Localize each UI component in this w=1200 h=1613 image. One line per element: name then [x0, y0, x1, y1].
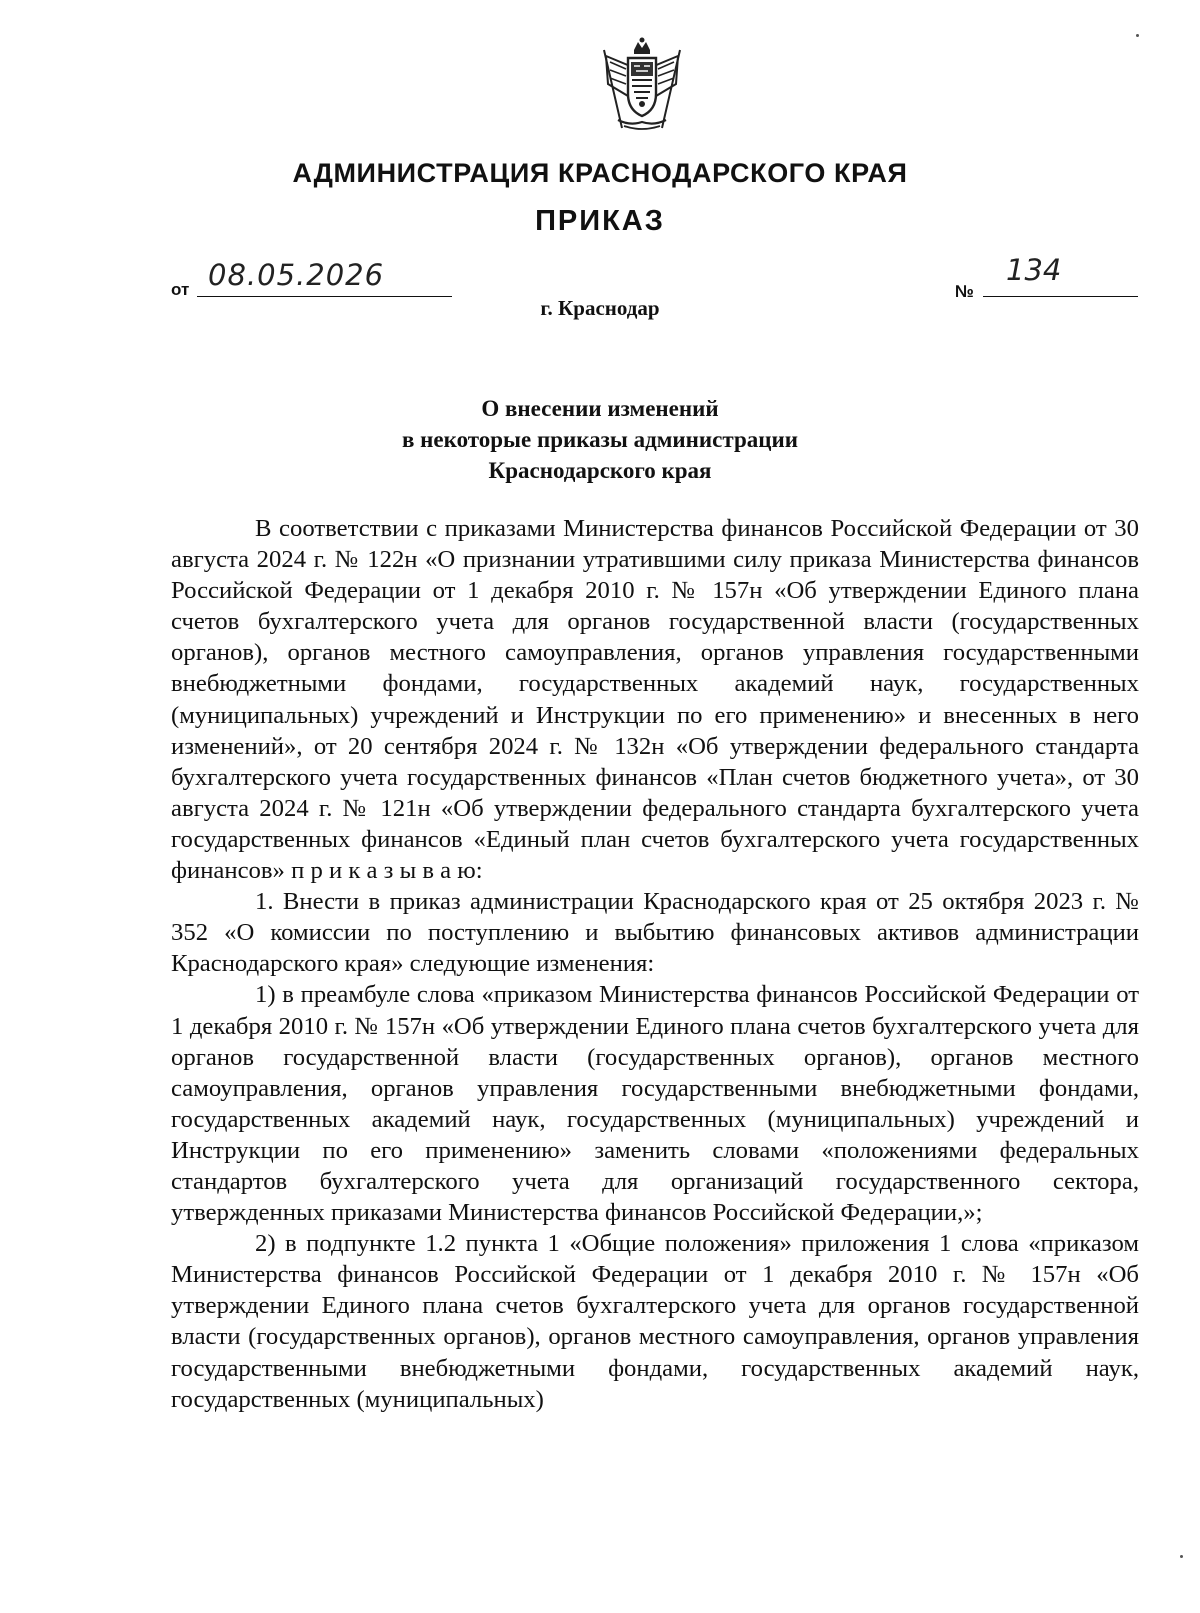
subject-line-2: в некоторые приказы администрации — [401, 427, 799, 452]
city-line: г. Краснодар — [540, 296, 660, 320]
handwritten-number: 134 — [1006, 253, 1062, 287]
organization-title: АДМИНИСТРАЦИЯ КРАСНОДАРСКОГО КРАЯ — [292, 158, 908, 188]
paragraph-preamble — [171, 513, 1139, 886]
scan-speck — [1180, 1555, 1183, 1558]
scan-speck — [1136, 34, 1139, 37]
preamble-text: В соответствии с приказами Министерства финансов Российской Федерации от 30 августа 2024 г. № 122н «О признании утратившими силу приказа Министерства финансов Российской Федерации от 1 декабря 2010 г. № 157н «Об утверждении Единого плана счетов бухгалтерского учета для органов государственной власти (государственных органов), органов местного самоуправления, органов управления государственными внебюджетными фондами, государственных академий наук, государственных (муниципальных) учреждений и Инструкции по его применению» и внесенных в него изменений», от 20 сентября 2024 г. № 132н «Об утверждении федерального стандарта бухгалтерского учета государственных финансов «План счетов бюджетного учета», от 30 августа 2024 г. № 121н «Об утверждении федерального стандарта бухгалтерского учета государственных финансов «Единый план счетов бухгалтерского учета государственных финансов» — [171, 515, 1139, 885]
date-prefix: от — [171, 280, 190, 299]
paragraph-subitem-2: 2) в подпункте 1.2 пункта 1 «Общие положения» приложения 1 слова «приказом Министерства финансов Российской Федерации от 1 декабря 2010 г. № 157н «Об утверждении Единого плана счетов бухгалтерского учета для органов государственной власти (государственных органов), органов местного самоуправления, органов управления государственными внебюджетными фондами, государственных академий наук, государственных (муниципальных) — [171, 1230, 1139, 1413]
document-type-title: ПРИКАЗ — [535, 205, 665, 237]
coat-of-arms-icon — [600, 36, 684, 132]
handwritten-date: 08.05.2026 — [208, 258, 385, 292]
order-command: п р и к а з ы в а ю: — [291, 857, 483, 885]
paragraph-subitem-1: 1) в преамбуле слова «приказом Министерства финансов Российской Федерации от 1 декабря 2010 г. № 157н «Об утверждении Единого плана счетов бухгалтерского учета для органов государственной власти (государственных органов), органов местного самоуправления, органов управления государственными внебюджетными фондами, государственных академий наук, государственных (муниципальных) учреждений и Инструкции по его применению» заменить словами «положениями федеральных стандартов бухгалтерского учета для организаций государственного сектора, утвержденных приказами Министерства финансов Российской Федерации,»; — [171, 981, 1139, 1227]
subject-line-1: О внесении изменений — [481, 396, 719, 421]
document-body — [171, 513, 1139, 1415]
subject-line-3: Краснодарского края — [488, 458, 712, 483]
number-prefix: № — [955, 282, 974, 301]
document-subject — [0, 393, 1200, 486]
paragraph-item-1: 1. Внести в приказ администрации Краснодарского края от 25 октября 2023 г. № 352 «О комиссии по поступлению и выбытию финансовых активов администрации Краснодарского края» следующие изменения: — [171, 888, 1139, 978]
